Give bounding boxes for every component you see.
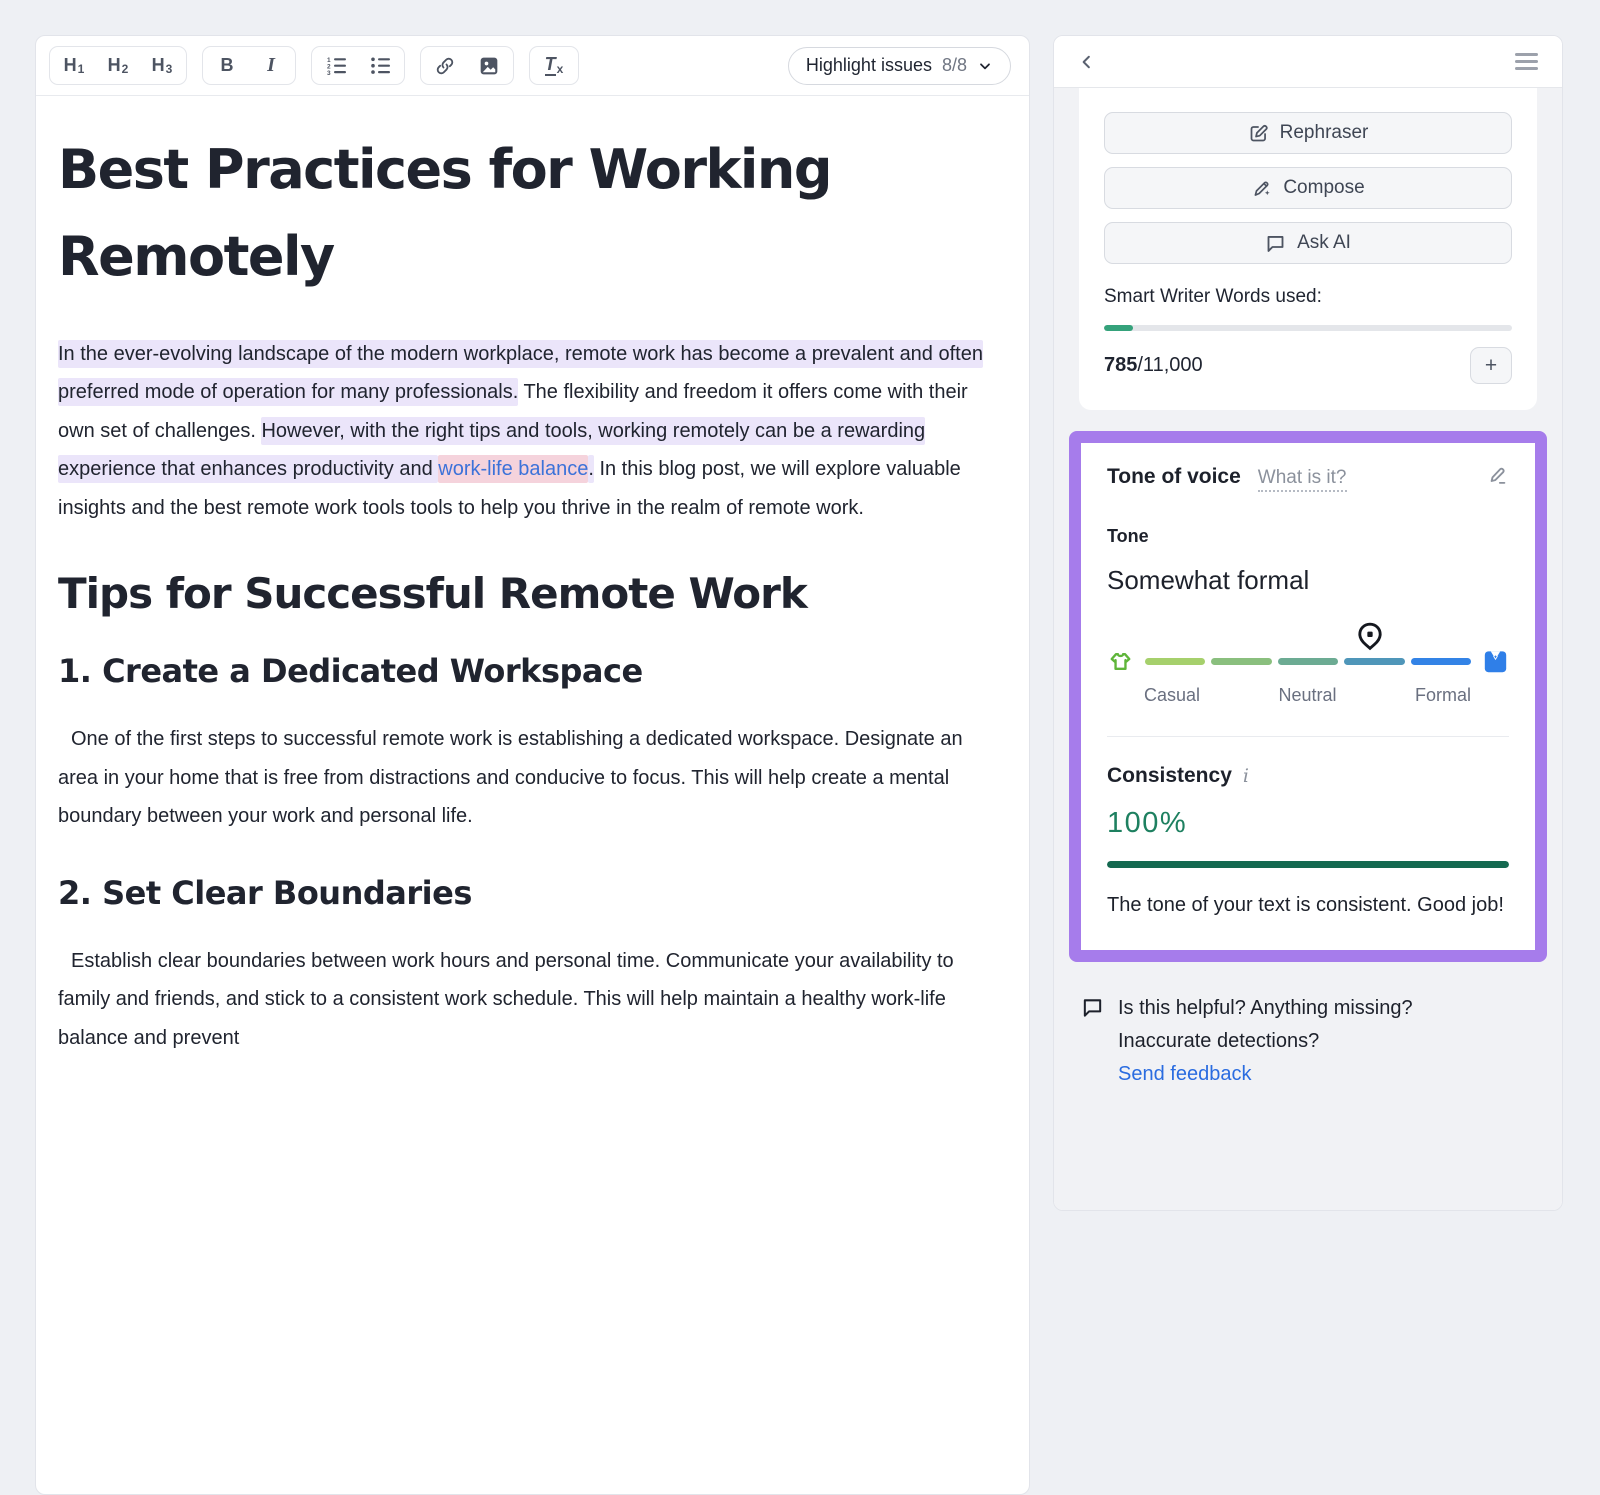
tone-slider-label-casual: Casual: [1144, 685, 1201, 705]
formal-shirt-icon: [1482, 648, 1509, 675]
tone-of-voice-card: [1081, 443, 1535, 950]
tone-slider: [1107, 648, 1509, 675]
assistant-sidebar: [1053, 35, 1563, 1211]
clear-format-t: T: [544, 54, 556, 74]
link-icon: [435, 56, 455, 76]
tone-slider-segment: [1411, 658, 1471, 665]
tone-slider-track[interactable]: [1145, 658, 1471, 665]
casual-tshirt-icon: [1107, 650, 1134, 673]
tone-slider-segment: [1278, 658, 1338, 665]
keyword-highlight: work-life balance: [438, 455, 588, 483]
list-button-group: [311, 46, 405, 85]
smart-writer-progress-track: [1104, 325, 1512, 331]
image-icon: [479, 56, 499, 76]
highlight-issues-dropdown[interactable]: [788, 47, 1011, 85]
section-heading: Tips for Successful Remote Work: [58, 569, 807, 619]
rephraser-label: Rephraser: [1279, 122, 1369, 143]
bullet-list-button[interactable]: [358, 49, 402, 82]
info-icon[interactable]: i: [1242, 765, 1249, 787]
smart-writer-count: [1104, 354, 1203, 377]
chevron-left-icon: [1078, 53, 1096, 71]
collapse-sidebar-button[interactable]: [1078, 53, 1096, 71]
document-title: Best Practices for Working Remotely: [58, 138, 832, 289]
edit-tone-button[interactable]: [1487, 465, 1509, 492]
tone-header: [1107, 465, 1509, 492]
heading-2-button[interactable]: [96, 49, 140, 82]
feedback-section: [1054, 962, 1562, 1091]
subsection-1-heading: 1. Create a Dedicated Workspace: [58, 652, 643, 691]
consistency-value: 100%: [1107, 807, 1188, 839]
svg-text:2: 2: [326, 63, 331, 71]
ask-ai-button[interactable]: [1104, 222, 1512, 264]
highlight-issues-count: 8/8: [941, 55, 967, 75]
feedback-chat-icon: [1081, 992, 1104, 1091]
svg-text:3: 3: [326, 70, 331, 76]
ordered-list-button[interactable]: [314, 49, 358, 82]
ask-ai-label: Ask AI: [1297, 232, 1351, 253]
tone-value: Somewhat formal: [1107, 565, 1310, 595]
menu-icon[interactable]: [1515, 53, 1538, 70]
consistency-bar-fill: [1107, 861, 1509, 868]
intro-text-segment: .: [588, 455, 594, 483]
words-limit: /11,000: [1137, 354, 1203, 376]
intro-text-segment: The flexibility and freedom it offers come with their own set of challenges.: [58, 381, 968, 442]
h1-sub: 1: [77, 61, 85, 76]
tone-slider-segment: [1145, 658, 1205, 665]
tone-slider-label-formal: Formal: [1414, 685, 1471, 705]
heading-1-button[interactable]: [52, 49, 96, 82]
tone-marker-pin[interactable]: [1356, 622, 1383, 658]
tone-divider: [1107, 736, 1509, 737]
bullet-list-icon: [370, 55, 391, 76]
heading-button-group: [49, 46, 187, 85]
consistency-title: Consistency: [1107, 764, 1232, 787]
ai-tools-card: [1079, 88, 1537, 410]
consistency-bar-track: [1107, 861, 1509, 868]
svg-text:1: 1: [326, 57, 331, 64]
tone-slider-segment: [1211, 658, 1271, 665]
insert-image-button[interactable]: [467, 49, 511, 82]
chevron-down-icon: [977, 58, 993, 74]
smart-writer-counter-row: [1104, 347, 1512, 384]
subsection-2-heading: 2. Set Clear Boundaries: [58, 873, 472, 912]
rephraser-button[interactable]: [1104, 112, 1512, 154]
document-body[interactable]: [36, 96, 1029, 1057]
tone-of-voice-highlight-box: [1069, 431, 1547, 962]
pencil-icon: [1487, 465, 1509, 487]
tone-label: Tone: [1107, 526, 1149, 546]
editor-panel: [35, 35, 1030, 1495]
send-feedback-link[interactable]: Send feedback: [1118, 1063, 1252, 1085]
subsection-1-paragraph: One of the first steps to successful remote work is establishing a dedicated workspace. Designate an area in your home that is free from distractions and conducive to focus. This will help create a mental boundary between your work and personal life.: [58, 728, 963, 828]
highlight-issues-label: Highlight issues: [805, 55, 932, 75]
words-used: 785: [1104, 354, 1138, 376]
clear-format-group: [529, 46, 579, 85]
h2-label: H: [107, 55, 121, 75]
sidebar-content: [1054, 88, 1562, 1210]
smart-writer-label: Smart Writer Words used:: [1104, 286, 1322, 307]
italic-button[interactable]: I: [267, 54, 275, 76]
add-words-button[interactable]: +: [1470, 347, 1512, 384]
tone-of-voice-title: Tone of voice: [1107, 465, 1241, 488]
h3-label: H: [151, 55, 165, 75]
tone-slider-label-neutral: Neutral: [1278, 685, 1337, 705]
subsection-2-paragraph: Establish clear boundaries between work hours and personal time. Communicate your availability to family and friends, and stick to a consistent work schedule. This will help maintain a healthy work-life balance and prevent: [58, 949, 954, 1049]
text-style-button-group: [202, 46, 296, 85]
feedback-line-2: Inaccurate detections?: [1118, 1030, 1320, 1052]
compose-button[interactable]: [1104, 167, 1512, 209]
compose-sparkle-pencil-icon: [1251, 178, 1272, 199]
editor-toolbar: [36, 36, 1029, 96]
intro-text-segment: In this blog post, we will explore valuable insights and the best remote work tools tools to help you thrive in the realm of remote work.: [58, 458, 961, 519]
insert-button-group: [420, 46, 514, 85]
h3-sub: 3: [165, 61, 173, 76]
heading-3-button[interactable]: [140, 49, 184, 82]
consistency-description: The tone of your text is consistent. Good job!: [1107, 894, 1504, 916]
tone-slider-segment: [1344, 658, 1404, 665]
smart-writer-progress-fill: [1104, 325, 1133, 331]
sidebar-header: [1054, 36, 1562, 88]
feedback-line-1: Is this helpful? Anything missing?: [1118, 997, 1413, 1019]
bold-button[interactable]: B: [220, 55, 234, 75]
ask-ai-chat-icon: [1265, 233, 1286, 254]
intro-text-segment: In the ever-evolving landscape of the modern workplace, remote work has become a prevalent and often preferred mode of operation for many professionals.: [58, 340, 983, 407]
ordered-list-icon: [326, 55, 347, 76]
compose-label: Compose: [1283, 177, 1365, 198]
insert-link-button[interactable]: [423, 49, 467, 82]
intro-paragraph: [58, 335, 1003, 528]
what-is-it-link[interactable]: What is it?: [1258, 467, 1347, 492]
clear-formatting-button[interactable]: [532, 49, 576, 82]
tone-slider-labels: [1107, 685, 1509, 706]
h2-sub: 2: [121, 61, 129, 76]
h1-label: H: [63, 55, 77, 75]
consistency-header: [1107, 764, 1509, 788]
intro-text-segment: However, with the right tips and tools, working remotely can be a rewarding experience that enhances productivity and: [58, 417, 925, 484]
rephraser-pencil-icon: [1248, 123, 1269, 144]
feedback-text: [1118, 992, 1413, 1091]
clear-format-x: x: [556, 61, 564, 76]
